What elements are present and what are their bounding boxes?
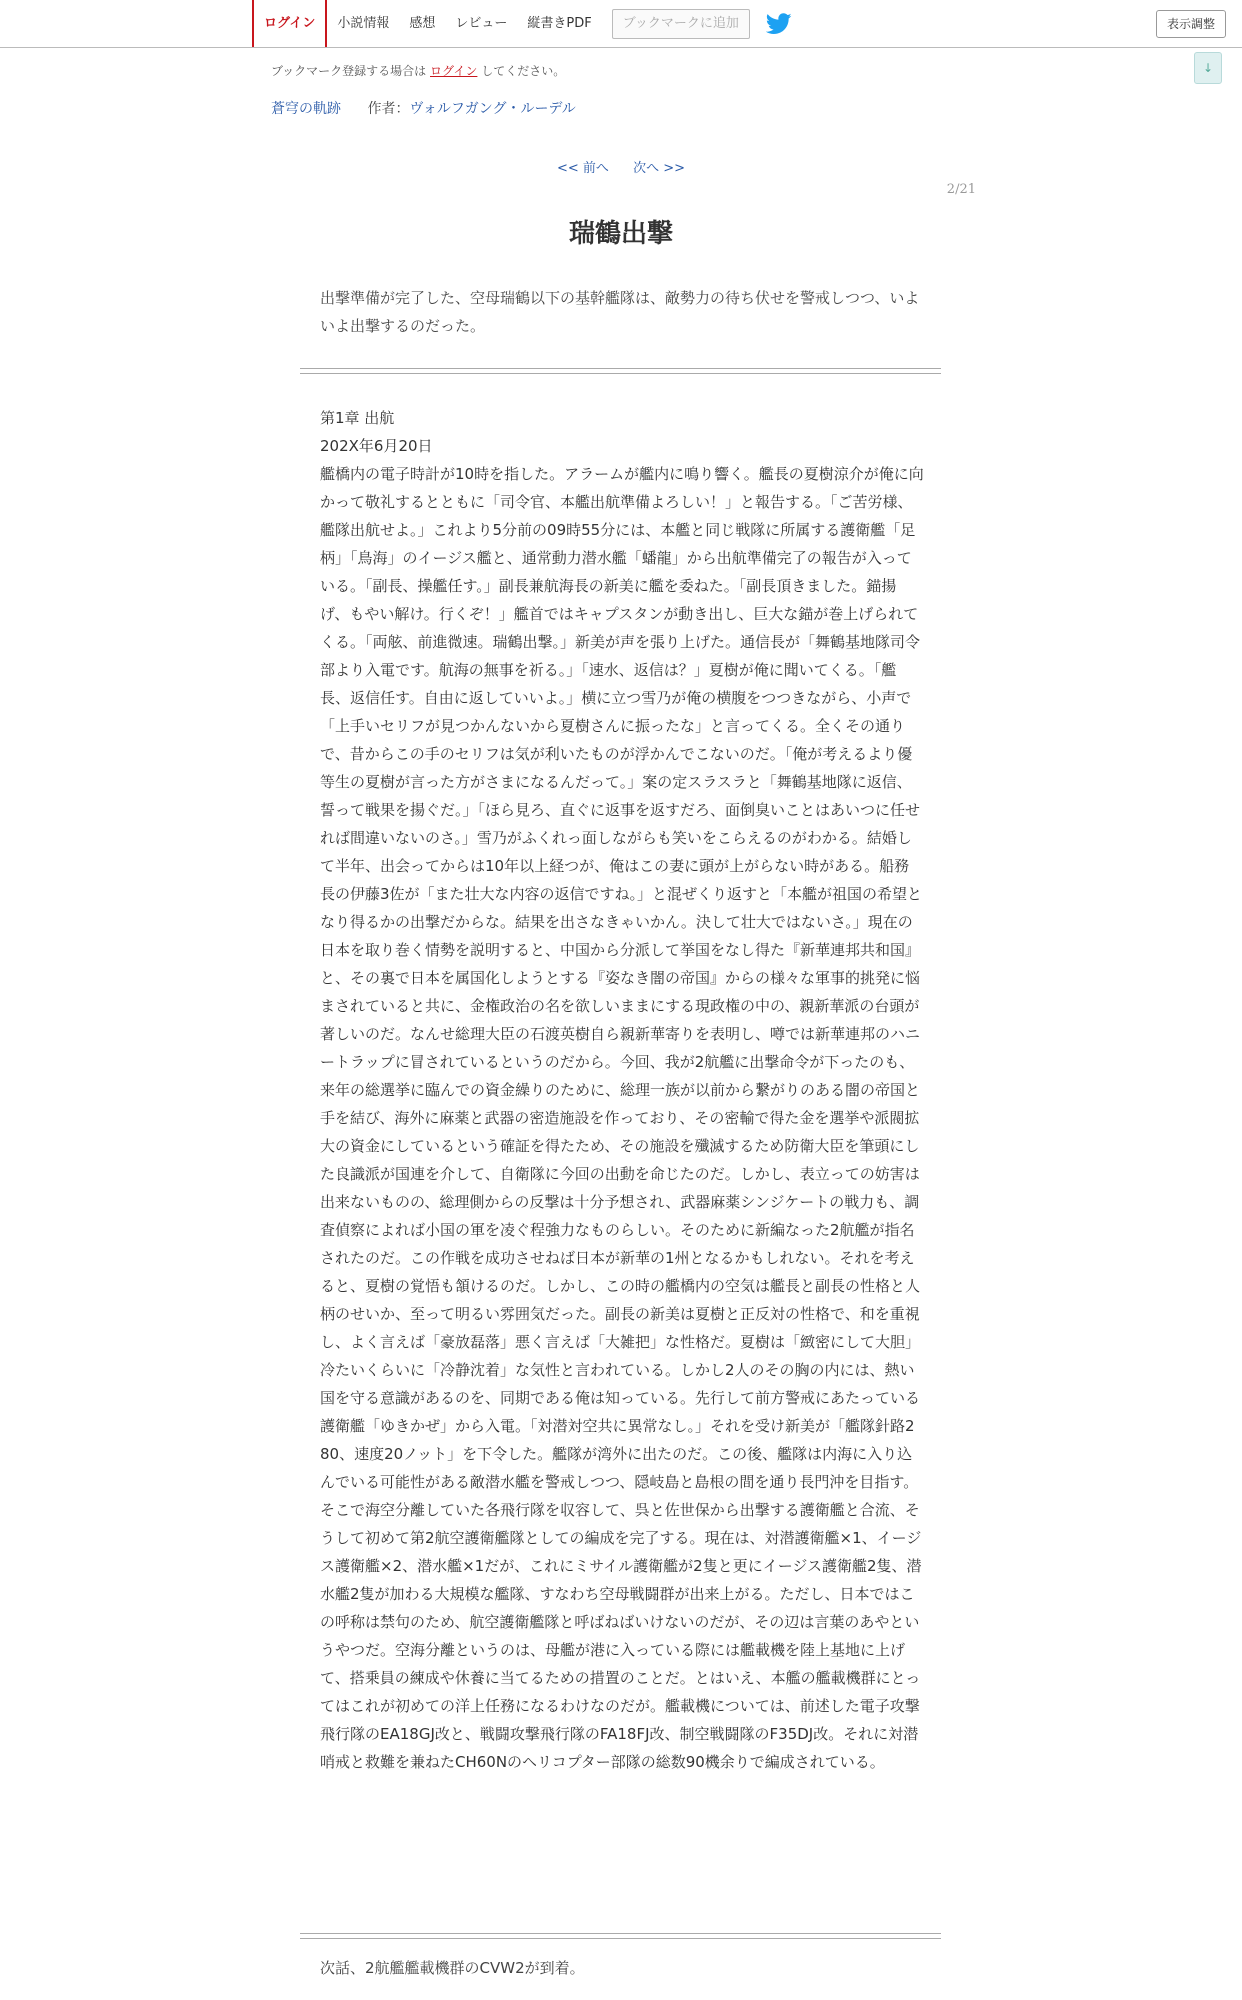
review-link[interactable]: レビュー: [455, 16, 508, 31]
notice-text-pre: ブックマーク登録する場合は: [271, 64, 427, 78]
prev-link[interactable]: << 前へ: [557, 161, 609, 176]
login-link[interactable]: ログイン: [252, 0, 327, 47]
chapter-afterword: 次話、2航艦艦載機群のCVW2が到着。: [320, 1959, 585, 1977]
nav-menu: [252, 0, 792, 47]
chapter-title: 瑞鶴出撃: [568, 219, 673, 249]
novel-info-link[interactable]: 小説情報: [337, 16, 390, 31]
divider-top: [300, 368, 941, 374]
impressions-link[interactable]: 感想: [409, 16, 436, 31]
display-settings-button[interactable]: 表示調整: [1156, 10, 1226, 38]
add-bookmark-button[interactable]: ブックマークに追加: [612, 9, 750, 39]
twitter-icon[interactable]: [766, 13, 792, 35]
vertical-pdf-link[interactable]: 縦書きPDF: [527, 16, 592, 31]
chapter-preface: 出撃準備が完了した、空母瑞鶴以下の基幹艦隊は、敵勢力の待ち伏せを警戒しつつ、いよいよ出撃するのだった。: [320, 289, 920, 335]
chapter-body: 第1章 出航 202X年6月20日 艦橋内の電子時計が10時を指した。アラームが艦内に鳴り響く。艦長の夏樹涼介が俺に向かって敬礼するとともに「司令官、本艦出航準備よろしい！」と報告する。「ご苦労様、艦隊出航せよ。」これより5分前の09時55分には、本艦と同じ戦隊に所属する護衛艦「足柄」「鳥海」のイージス艦と、通常動力潜水艦「蟠龍」から出航準備完了の報告が入っている。「副長、操艦任す。」副長兼航海長の新美に艦を委ねた。「副長頂きました。錨揚げ、もやい解け。行くぞ！」艦首ではキャプスタンが動き出し、巨大な錨が巻上げられてくる。「両舷、前進微速。瑞鶴出撃。」新美が声を張り上げた。通信長が「舞鶴基地隊司令部より入電です。航海の無事を祈る。」「速水、返信は？」夏樹が俺に聞いてくる。「艦長、返信任す。自由に返していいよ。」横に立つ雪乃が俺の横腹をつつきながら、小声で「上手いセリフが見つかんないから夏樹さんに振ったな」と言ってくる。全くその通りで、昔からこの手のセリフは気が利いたものが浮かんでこないのだ。「俺が考えるより優等生の夏樹が言った方がさまになるんだって。」案の定スラスラと「舞鶴基地隊に返信、誓って戦果を揚ぐだ。」「ほら見ろ、直ぐに返事を返すだろ、面倒臭いことはあいつに任せれば間違いないのさ。」雪乃がふくれっ面しながらも笑いをこらえるのがわかる。結婚して半年、出会ってからは10年以上経つが、俺はこの妻に頭が上がらない時がある。船務長の伊藤3佐が「また壮大な内容の返信ですね。」と混ぜくり返すと「本艦が祖国の希望となり得るかの出撃だからな。結果を出さなきゃいかん。決して壮大ではないさ。」現在の日本を取り巻く情勢を説明すると、中国から分派して挙国をなし得た『新華連邦共和国』と、その裏で日本を属国化しようとする『姿なき闇の帝国』からの様々な軍事的挑発に悩まされていると共に、金権政治の名を欲しいままにする現政権の中の、親新華派の台頭が著しいのだ。なんせ総理大臣の石渡英樹自ら親新華寄りを表明し、噂では新華連邦のハニートラップに冒されているというのだから。今回、我が2航艦に出撃命令が下ったのも、来年の総選挙に臨んでの資金繰りのために、総理一族が以前から繋がりのある闇の帝国と手を結び、海外に麻薬と武器の密造施設を作っており、その密輸で得た金を選挙や派閥拡大の資金にしているという確証を得たため、その施設を殲滅するため防衛大臣を筆頭にした良識派が国連を介して、自衛隊に今回の出動を命じたのだ。しかし、表立っての妨害は出来ないものの、総理側からの反撃は十分予想され、武器麻薬シンジケートの戦力も、調査偵察によれば小国の軍を凌ぐ程強力なものらしい。そのために新編なった2航艦が指名されたのだ。この作戦を成功させねば日本が新華の1州となるかもしれない。それを考えると、夏樹の覚悟も頷けるのだ。しかし、この時の艦橋内の空気は艦長と副長の性格と人柄のせいか、至って明るい雰囲気だった。副長の新美は夏樹と正反対の性格で、和を重視し、よく言えば「豪放磊落」悪く言えば「大雑把」な性格だ。夏樹は「緻密にして大胆」冷たいくらいに「冷静沈着」な気性と言われている。しかし2人のその胸の内には、熱い国を守る意識があるのを、同期である俺は知っている。先行して前方警戒にあたっている護衛艦「ゆきかぜ」から入電。「対潜対空共に異常なし。」それを受け新美が「艦隊針路280、速度20ノット」を下令した。艦隊が湾外に出たのだ。この後、艦隊は内海に入り込んでいる可能性がある敵潜水艦を警戒しつつ、隠岐島と島根の間を通り長門沖を目指す。そこで海空分離していた各飛行隊を収容して、呉と佐世保から出撃する護衛艦と合流、そうして初めて第2航空護衛艦隊としての編成を完了する。現在は、対潜護衛艦×1、イージス護衛艦×2、潜水艦×1だが、これにミサイル護衛艦が2隻と更にイージス護衛艦2隻、潜水艦2隻が加わる大規模な艦隊、すなわち空母戦闘群が出来上がる。ただし、日本ではこの呼称は禁句のため、航空護衛艦隊と呼ばねばいけないのだが、その辺は言葉のあやというやつだ。空海分離というのは、母艦が港に入っている際には艦載機を陸上基地に上げて、搭乗員の練成や休養に当てるための措置のことだ。とはいえ、本艦の艦載機群にとってはこれが初めての洋上任務になるわけなのだが。艦載機については、前述した電子攻撃飛行隊のEA18GJ改と、戦闘攻撃飛行隊のFA18FJ改、制空戦闘隊のF35DJ改。それに対潜哨戒と救難を兼ねたCH60Nのヘリコプター部隊の総数90機余りで編成されている。: [320, 409, 924, 1771]
notice-login-link[interactable]: ログイン: [430, 64, 478, 78]
page-number: 2/21: [946, 182, 976, 197]
chapter-pager: [0, 157, 1242, 176]
divider-bottom: [300, 1933, 941, 1939]
arrow-down-icon: ↓: [1202, 61, 1214, 75]
top-navigation-bar: [0, 0, 1242, 48]
author-link[interactable]: ヴォルフガング・ルーデル: [409, 101, 576, 117]
series-title-link[interactable]: 蒼穹の軌跡: [271, 101, 341, 117]
next-link[interactable]: 次へ >>: [633, 161, 685, 176]
notice-text-post: してください。: [481, 64, 566, 78]
scroll-down-button[interactable]: [1194, 52, 1222, 84]
bookmark-login-notice: [271, 62, 565, 79]
author-label: 作者：: [367, 101, 410, 117]
series-meta: [271, 98, 576, 118]
